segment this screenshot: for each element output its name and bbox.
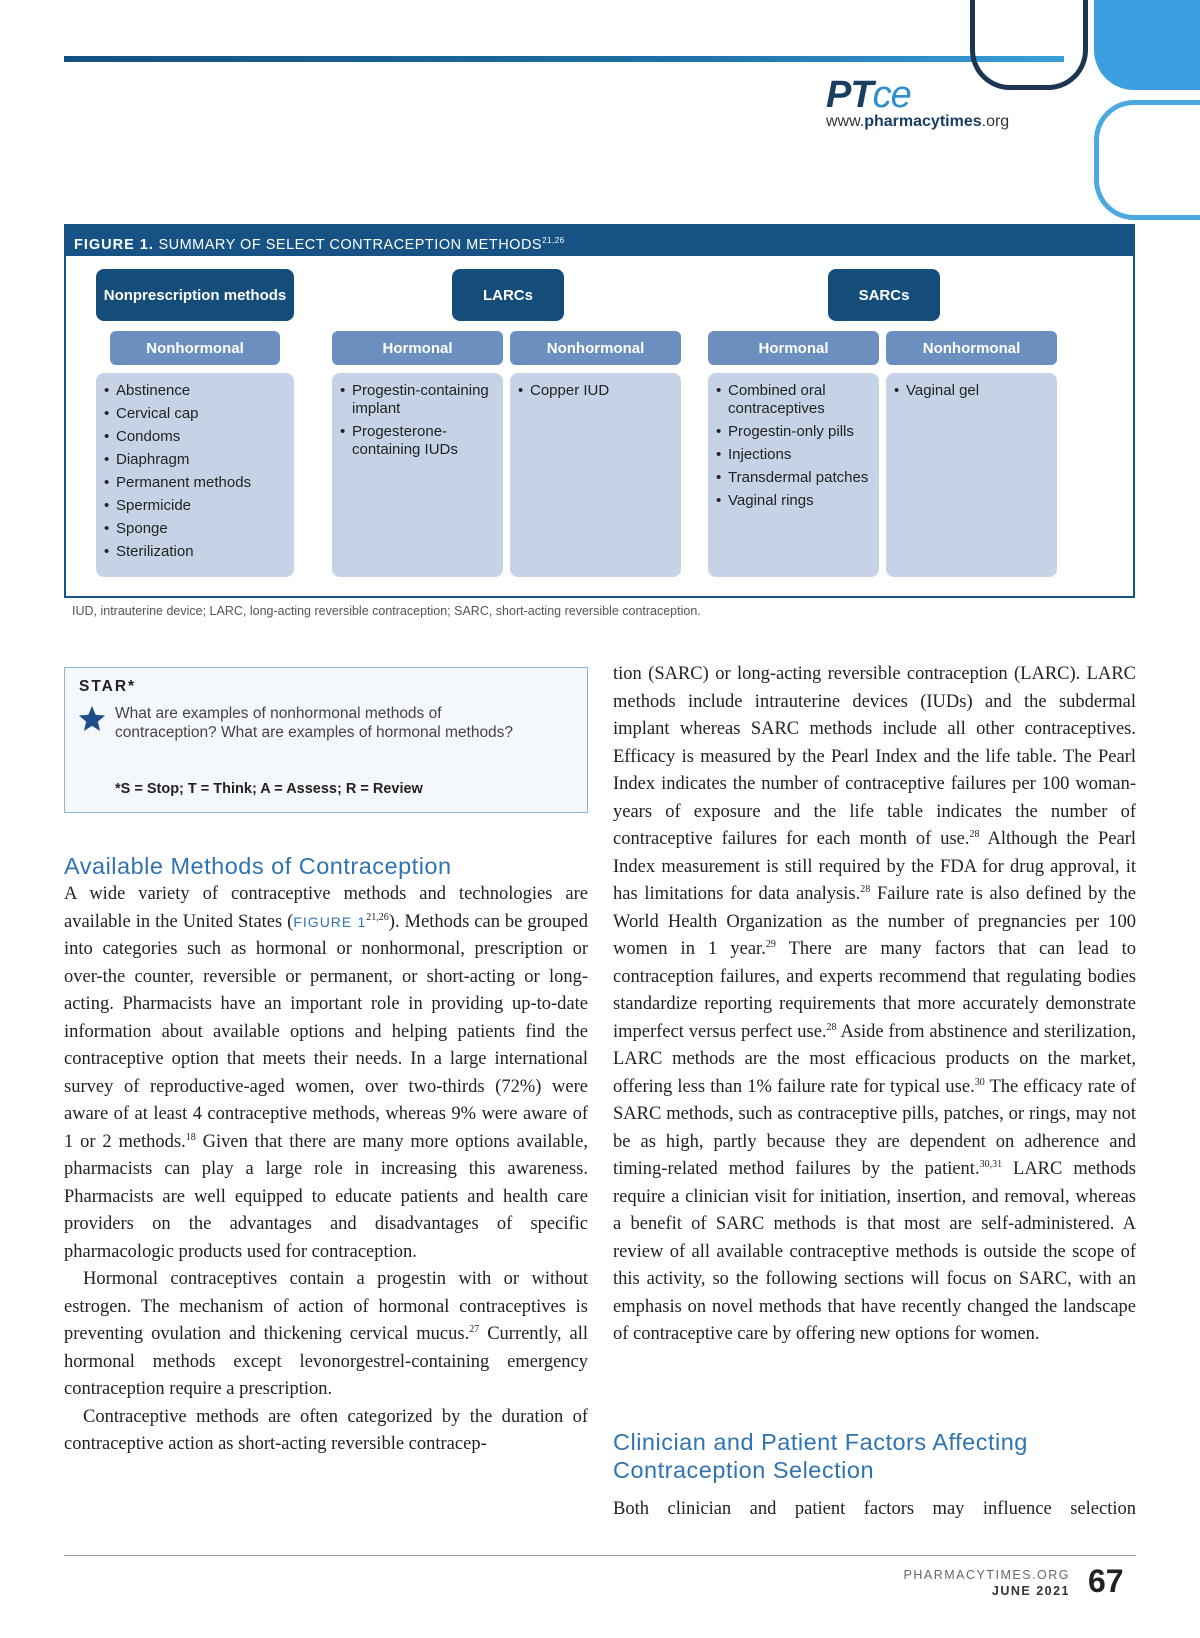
list-item: • Sponge — [104, 520, 288, 538]
list-item: • Combined oral contraceptives — [716, 382, 873, 418]
decorative-shape — [1094, 100, 1200, 220]
list-item: • Diaphragm — [104, 451, 288, 469]
list-item: • Transdermal patches — [716, 469, 873, 487]
star-legend: *S = Stop; T = Think; A = Assess; R = Review — [115, 781, 423, 797]
list-larc-nonhormonal — [510, 373, 681, 577]
category-nonprescription: Nonprescription methods — [96, 269, 294, 321]
paragraph: Hormonal contraceptives contain a progestin with or without estrogen. The mechanism of action of hormonal contraceptives is preventing ovulation and thickening cervical mucus.$^{27}$ Currently, all hormonal methods except levonorgestrel-containing emergency contraception require a prescription. — [64, 1269, 588, 1399]
list-nonprescription-nonhormonal — [96, 373, 294, 577]
star-icon — [77, 704, 107, 734]
list-sarc-nonhormonal — [886, 373, 1057, 577]
footer-date: JUNE 2021 — [991, 1584, 1070, 1598]
logo-url[interactable]: www.pharmacytimes.org — [826, 113, 1010, 130]
footer-site: PHARMACYTIMES.ORG — [903, 1568, 1070, 1582]
figure-header: FIGURE 1. SUMMARY OF SELECT CONTRACEPTION METHODS$^{21,26}$ — [66, 226, 1133, 256]
paragraph: Both clinician and patient factors may influence selection — [613, 1499, 1136, 1519]
list-item: • Spermicide — [104, 497, 288, 515]
subcategory-nonprescription-nonhormonal: Nonhormonal — [110, 331, 280, 365]
star-callout — [64, 667, 588, 813]
star-title: STAR* — [79, 678, 137, 695]
figure-reference-link[interactable]: FIGURE 1 — [293, 913, 367, 930]
category-larcs: LARCs — [452, 269, 564, 321]
decorative-shape — [1094, 0, 1200, 90]
figure-caption: IUD, intrauterine device; LARC, long-acting reversible contraception; SARC, short-acting reversible contraception. — [72, 604, 701, 618]
logo-mark: PTce — [826, 74, 911, 116]
left-column-text — [64, 881, 588, 1459]
subcategory-sarc-nonhormonal: Nonhormonal — [886, 331, 1057, 365]
figure-contraception-summary — [64, 224, 1135, 598]
paragraph: Contraceptive methods are often categorized by the duration of contraceptive action as short-acting reversible contracep- — [64, 1406, 588, 1454]
list-item: • Cervical cap — [104, 405, 288, 423]
subcategory-sarc-hormonal: Hormonal — [708, 331, 879, 365]
section-heading-available-methods: Available Methods of Contraception — [64, 853, 452, 879]
right-column-text-continued — [613, 1496, 1136, 1524]
ptce-logo[interactable] — [826, 74, 1036, 131]
subcategory-larc-hormonal: Hormonal — [332, 331, 503, 365]
right-column-text — [613, 661, 1136, 1349]
subcategory-larc-nonhormonal: Nonhormonal — [510, 331, 681, 365]
header-rule — [64, 56, 1064, 62]
list-sarc-hormonal — [708, 373, 879, 577]
footer-rule — [64, 1555, 1136, 1556]
list-item: • Progestin-containing implant — [340, 382, 497, 418]
list-item: • Progestin-only pills — [716, 423, 873, 441]
list-item: • Vaginal gel — [894, 382, 1051, 400]
list-larc-hormonal — [332, 373, 503, 577]
list-item: • Injections — [716, 446, 873, 464]
list-item: • Permanent methods — [104, 474, 288, 492]
star-question: What are examples of nonhormonal methods of contraception? What are examples of hormonal methods? — [115, 705, 514, 741]
category-sarcs: SARCs — [828, 269, 940, 321]
list-item: • Sterilization — [104, 543, 288, 561]
list-item: • Vaginal rings — [716, 492, 873, 510]
paragraph: tion (SARC) or long-acting reversible contraception (LARC). LARC methods include intrauterine devices (IUDs) and the subdermal implant whereas SARC methods include all other contraceptives. Efficacy is measured by the Pearl Index and the life table. The Pearl Index indicates the number of contraceptive failures per 100 woman-years of exposure and the life table indicates the number of contraceptive failures for each month of use.$^{28}$ Although the Pearl Index measurement is still required by the FDA for drug approval, it has limitations for data analysis.$^{28}$ Failure rate is also defined by the World Health Organization as the number of pregnancies per 100 women in 1 year.$^{29}$ There are many factors that can lead to contraception failures, and experts recommend that regulating bodies standardize reporting requirements that more accurately demonstrate imperfect versus perfect use.$^{28}$ Aside from abstinence and sterilization, LARC methods are the most efficacious products on the market, offering less than 1% failure rate for typical use.$^{30}$ The efficacy rate of SARC methods, such as contraceptive pills, patches, or rings, may not be as high, partly because they are dependent on adherence and timing-related method failures by the patient.$^{30,31}$ LARC methods require a clinician visit for initiation, insertion, and removal, whereas a benefit of SARC methods is that most are self-administered. A review of all available contraceptive methods is outside the scope of this activity, so the following sections will focus on SARC, with an emphasis on novel methods that have recently changed the landscape of contraceptive care by offering new options for women. — [613, 664, 1137, 1344]
list-item: • Condoms — [104, 428, 288, 446]
list-item: • Copper IUD — [518, 382, 675, 400]
list-item: • Progesterone-containing IUDs — [340, 423, 497, 459]
list-item: • Abstinence — [104, 382, 288, 400]
paragraph: A wide variety of contraceptive methods and technologies are available in the United States (FIGURE 1$^{21,26}$). Methods can be grouped into categories such as hormonal or nonhormonal, prescription or over-the counter, reversible or permanent, or short-acting or long-acting. Pharmacists have an important role in providing up-to-date information about available options and helping patients find the contraceptive option that meets their needs. In a large international survey of reproductive-aged women, over two-thirds (72%) were aware of at least 4 contraceptive methods, whereas 9% were aware of 1 or 2 methods.$^{18}$ Given that there are many more options available, pharmacists can play a large role in increasing this awareness. Pharmacists are well equipped to educate patients and health care providers on the advantages and disadvantages of specific pharmacologic products used for contraception. — [64, 884, 588, 1262]
page-number: 67 — [1088, 1563, 1124, 1599]
section-heading-clinician-patient-factors: Clinician and Patient Factors Affecting Contraception Selection — [613, 1429, 1028, 1483]
